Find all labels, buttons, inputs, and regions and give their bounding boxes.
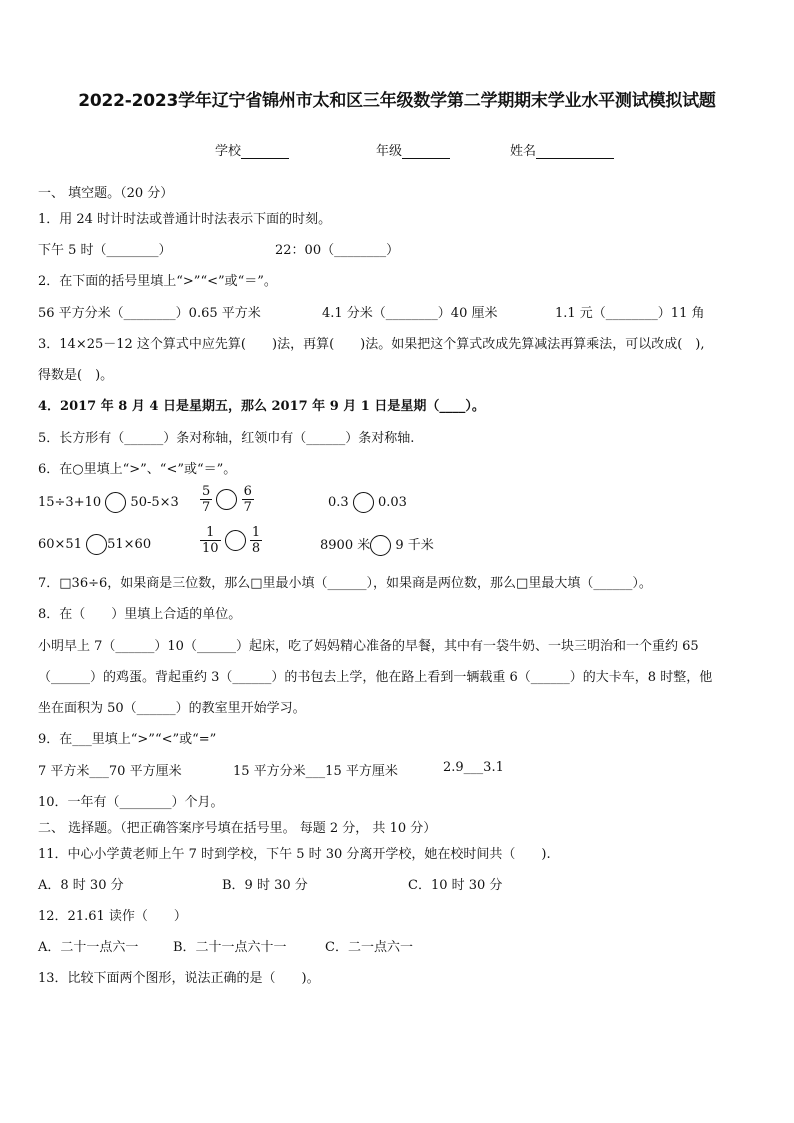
- compare-left: 0.3: [328, 495, 349, 510]
- grade-field: [376, 140, 450, 159]
- question-2: 2．在下面的括号里填上“>”“<”或“＝”。: [38, 274, 277, 289]
- question-10: 10．一年有（________）个月。: [38, 795, 224, 810]
- compare-right: 0.03: [377, 495, 407, 510]
- question-2-b: 4.1 分米（________）40 厘米: [322, 306, 498, 321]
- compare-circle[interactable]: [353, 492, 374, 513]
- question-7: 7．□36÷6，如果商是三位数，那么□里最小填（______），如果商是两位数，那么□里最大填（______）。: [38, 576, 652, 591]
- grade-label: 年级: [376, 144, 403, 159]
- compare-right: 9 千米: [395, 538, 434, 553]
- compare-item: [328, 492, 407, 513]
- name-label: 姓名: [510, 144, 537, 159]
- section-one-heading: 一、 填空题。（20 分）: [38, 186, 174, 201]
- question-9-c: 2.9___3.1: [443, 760, 504, 775]
- school-field: [215, 140, 289, 159]
- fraction-left: $\frac{5}{7}$: [202, 484, 211, 515]
- compare-circle[interactable]: [86, 534, 107, 555]
- question-4: 4．2017 年 8 月 4 日是星期五，那么 2017 年 9 月 1 日是星期（____）。: [38, 399, 485, 414]
- question-9-b: 15 平方分米___15 平方厘米: [233, 764, 398, 779]
- question-3-line-1: 3．14×25－12 这个算式中应先算( )法，再算( )法。如果把这个算式改成先算减法再算乘法，可以改成( ),: [38, 337, 705, 352]
- grade-blank: [402, 144, 450, 159]
- fraction-left: $\frac{1}{10}$: [202, 525, 219, 556]
- school-blank: [241, 144, 289, 159]
- question-1: 1．用 24 时计时法或普通计时法表示下面的时刻。: [38, 212, 332, 227]
- compare-right: 51×60: [107, 537, 152, 552]
- compare-left: 8900 米: [320, 538, 371, 553]
- compare-right: 50-5×3: [130, 495, 179, 510]
- option-a[interactable]: A．8 时 30 分: [38, 878, 124, 893]
- compare-item: [38, 534, 151, 555]
- compare-circle[interactable]: [370, 535, 391, 556]
- school-label: 学校: [215, 144, 242, 159]
- option-b[interactable]: B．9 时 30 分: [222, 878, 308, 893]
- question-9: 9．在___里填上“>”“<”或“=”: [38, 732, 217, 747]
- compare-left: 15÷3+10: [38, 495, 102, 510]
- question-9-a: 7 平方米___70 平方厘米: [38, 764, 182, 779]
- fraction-compare-item: [200, 525, 262, 556]
- compare-circle[interactable]: [105, 492, 126, 513]
- compare-circle[interactable]: [225, 530, 246, 551]
- compare-circle[interactable]: [216, 489, 237, 510]
- exam-title: 2022-2023学年辽宁省锦州市太和区三年级数学第二学期期末学业水平测试模拟试题: [78, 91, 716, 111]
- question-1-b: 22：00（________）: [275, 243, 400, 258]
- name-blank: [536, 144, 614, 159]
- option-b[interactable]: B．二十一点六十一: [173, 940, 287, 955]
- question-2-a: 56 平方分米（________）0.65 平方米: [38, 306, 261, 321]
- question-8: 8．在（ ）里填上合适的单位。: [38, 607, 242, 622]
- section-two-heading: 二、 选择题。（把正确答案序号填在括号里。 每题 2 分， 共 10 分）: [38, 821, 437, 836]
- question-8-line-1: 小明早上 7（______）10（______）起床，吃了妈妈精心准备的早餐，其中有一袋牛奶、一块三明治和一个重约 65: [38, 639, 699, 654]
- fraction-compare-item: [200, 484, 254, 515]
- question-3-line-2: 得数是( )。: [38, 368, 114, 383]
- question-6: 6．在○里填上“>”、“<”或“＝”。: [38, 462, 237, 477]
- compare-left: 60×51: [38, 537, 82, 552]
- name-field: [510, 140, 614, 159]
- compare-item: [320, 534, 434, 556]
- question-13: 13．比较下面两个图形，说法正确的是（ )。: [38, 971, 320, 986]
- question-8-line-3: 坐在面积为 50（______）的教室里开始学习。: [38, 701, 306, 716]
- question-11: 11．中心小学黄老师上午 7 时到学校，下午 5 时 30 分离开学校，她在校时间共（ ).: [38, 847, 551, 862]
- question-5: 5．长方形有（______）条对称轴，红领巾有（______）条对称轴.: [38, 431, 415, 446]
- option-c[interactable]: C．10 时 30 分: [408, 878, 503, 893]
- question-1-a: 下午 5 时（________）: [38, 243, 172, 258]
- fraction-right: $\frac{6}{7}$: [243, 484, 252, 515]
- compare-item: [38, 492, 179, 513]
- question-8-line-2: （______）的鸡蛋。背起重约 3（______）的书包去上学，他在路上看到一辆载重 6（______）的大卡车，8 时整，他: [38, 670, 713, 685]
- fraction-right: $\frac{1}{8}$: [251, 525, 261, 556]
- option-c[interactable]: C．二一点六一: [325, 940, 413, 955]
- question-2-c: 1.1 元（________）11 角: [555, 306, 705, 321]
- question-12: 12．21.61 读作（ ）: [38, 909, 187, 924]
- option-a[interactable]: A．二十一点六一: [38, 940, 139, 955]
